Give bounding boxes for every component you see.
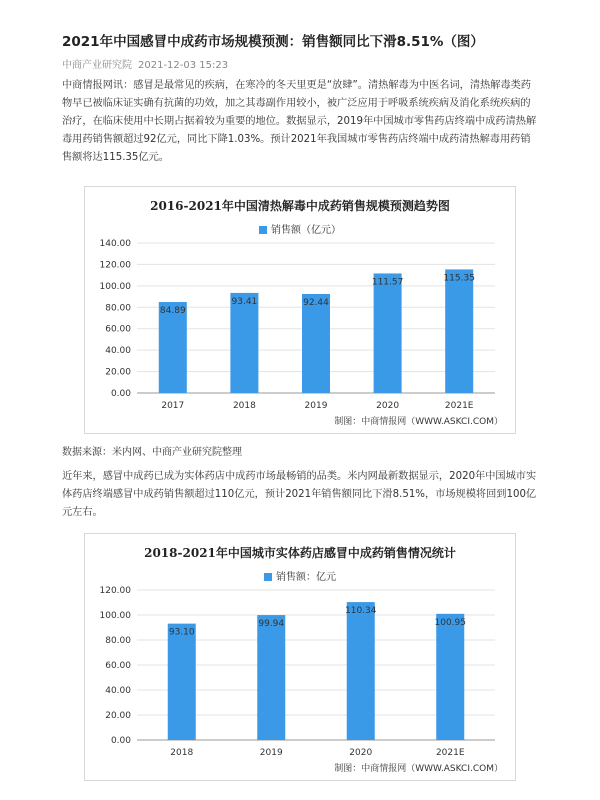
- x-tick-label: 2020: [376, 401, 400, 411]
- x-tick-label: 2018: [170, 748, 194, 758]
- chart-2-footer: 制图：中商情报网（WWW.ASKCI.COM）: [334, 764, 503, 774]
- bar: [445, 269, 473, 393]
- bar: [302, 294, 330, 393]
- y-tick-label: 0.00: [110, 736, 131, 746]
- data-label: 99.94: [258, 619, 285, 630]
- chart-2-legend-swatch: [264, 573, 272, 581]
- data-label: 110.34: [345, 606, 377, 617]
- y-tick-label: 100.00: [99, 281, 131, 292]
- chart-2-legend: [85, 568, 515, 583]
- chart-2-legend-label: 销售额：亿元: [276, 572, 336, 583]
- chart-2-title: 2018-2021年中国城市实体药店感冒中成药销售情况统计: [144, 546, 456, 560]
- y-tick-label: 0.00: [110, 389, 131, 399]
- data-label: 84.89: [159, 306, 186, 317]
- y-tick-label: 100.00: [99, 611, 131, 621]
- data-label: 93.10: [168, 627, 195, 638]
- chart-1-legend: [85, 221, 515, 236]
- data-label: 111.57: [371, 277, 404, 288]
- y-tick-label: 20.00: [105, 367, 131, 378]
- y-tick-label: 140.00: [99, 239, 131, 249]
- y-tick-label: 60.00: [105, 661, 131, 671]
- y-tick-label: 20.00: [105, 711, 131, 721]
- bar: [230, 293, 258, 393]
- y-tick-label: 120.00: [99, 586, 131, 596]
- article-source[interactable]: 中商产业研究院: [62, 60, 132, 71]
- article-paragraph-2: 近年来，感冒中成药已成为实体药店中成药市场最畅销的品类。米内网最新数据显示，2020年中国城市实体药店终端感冒中成药销售额超过110亿元，预计2021年销售额同比下滑8.51%，市场规模将回到100亿元左右。: [62, 471, 537, 518]
- data-label: 115.35: [443, 273, 475, 284]
- x-tick-label: 2018: [232, 401, 256, 411]
- article-date: 2021-12-03 15:23: [138, 60, 229, 71]
- y-tick-label: 40.00: [105, 346, 131, 357]
- bar: [257, 615, 285, 740]
- data-source-note: 数据来源：米内网、中商产业研究院整理: [62, 447, 242, 458]
- article-title: 2021年中国感冒中成药市场规模预测：销售额同比下滑8.51%（图）: [62, 34, 484, 50]
- x-tick-label: 2019: [259, 748, 283, 758]
- y-tick-label: 60.00: [105, 324, 131, 335]
- y-tick-label: 80.00: [105, 303, 131, 314]
- article-meta: [62, 56, 228, 71]
- bar: [347, 602, 375, 740]
- chart-1-legend-swatch: [259, 226, 267, 234]
- y-tick-label: 40.00: [105, 686, 131, 696]
- data-label: 93.41: [231, 296, 258, 307]
- x-tick-label: 2021E: [444, 401, 474, 411]
- chart-1-footer: 制图：中商情报网（WWW.ASKCI.COM）: [334, 417, 503, 427]
- chart-1-legend-label: 销售额（亿元）: [271, 225, 341, 236]
- chart-1: [84, 186, 516, 434]
- y-tick-label: 80.00: [105, 636, 131, 646]
- chart-2: [84, 533, 516, 781]
- bar: [168, 624, 196, 740]
- bar: [436, 614, 464, 740]
- chart-1-title: 2016-2021年中国清热解毒中成药销售规模预测趋势图: [150, 199, 450, 213]
- x-tick-label: 2020: [349, 748, 373, 758]
- x-tick-label: 2019: [304, 401, 328, 411]
- bar: [371, 273, 404, 393]
- x-tick-label: 2021E: [435, 748, 465, 758]
- data-label: 92.44: [303, 297, 329, 308]
- x-tick-label: 2017: [161, 401, 185, 411]
- article-paragraph-1: 中商情报网讯：感冒是最常见的疾病，在寒冷的冬天里更是“放肆”。清热解毒为中医名词，清热解毒类药物早已被临床证实确有抗菌的功效，加之其毒副作用较小，被广泛应用于呼吸系统疾病及消化系统疾病的治疗，在临床使用中长期占据着较为重要的地位。数据显示，2019年中国城市零售药店终端中成药清热解毒用药销售额超过92亿元，同比下降1.03%。预计2021年我国城市零售药店终端中成药清热解毒用药销售额将达115.35亿元。: [62, 80, 537, 163]
- data-label: 100.95: [434, 617, 466, 628]
- y-tick-label: 120.00: [99, 260, 131, 271]
